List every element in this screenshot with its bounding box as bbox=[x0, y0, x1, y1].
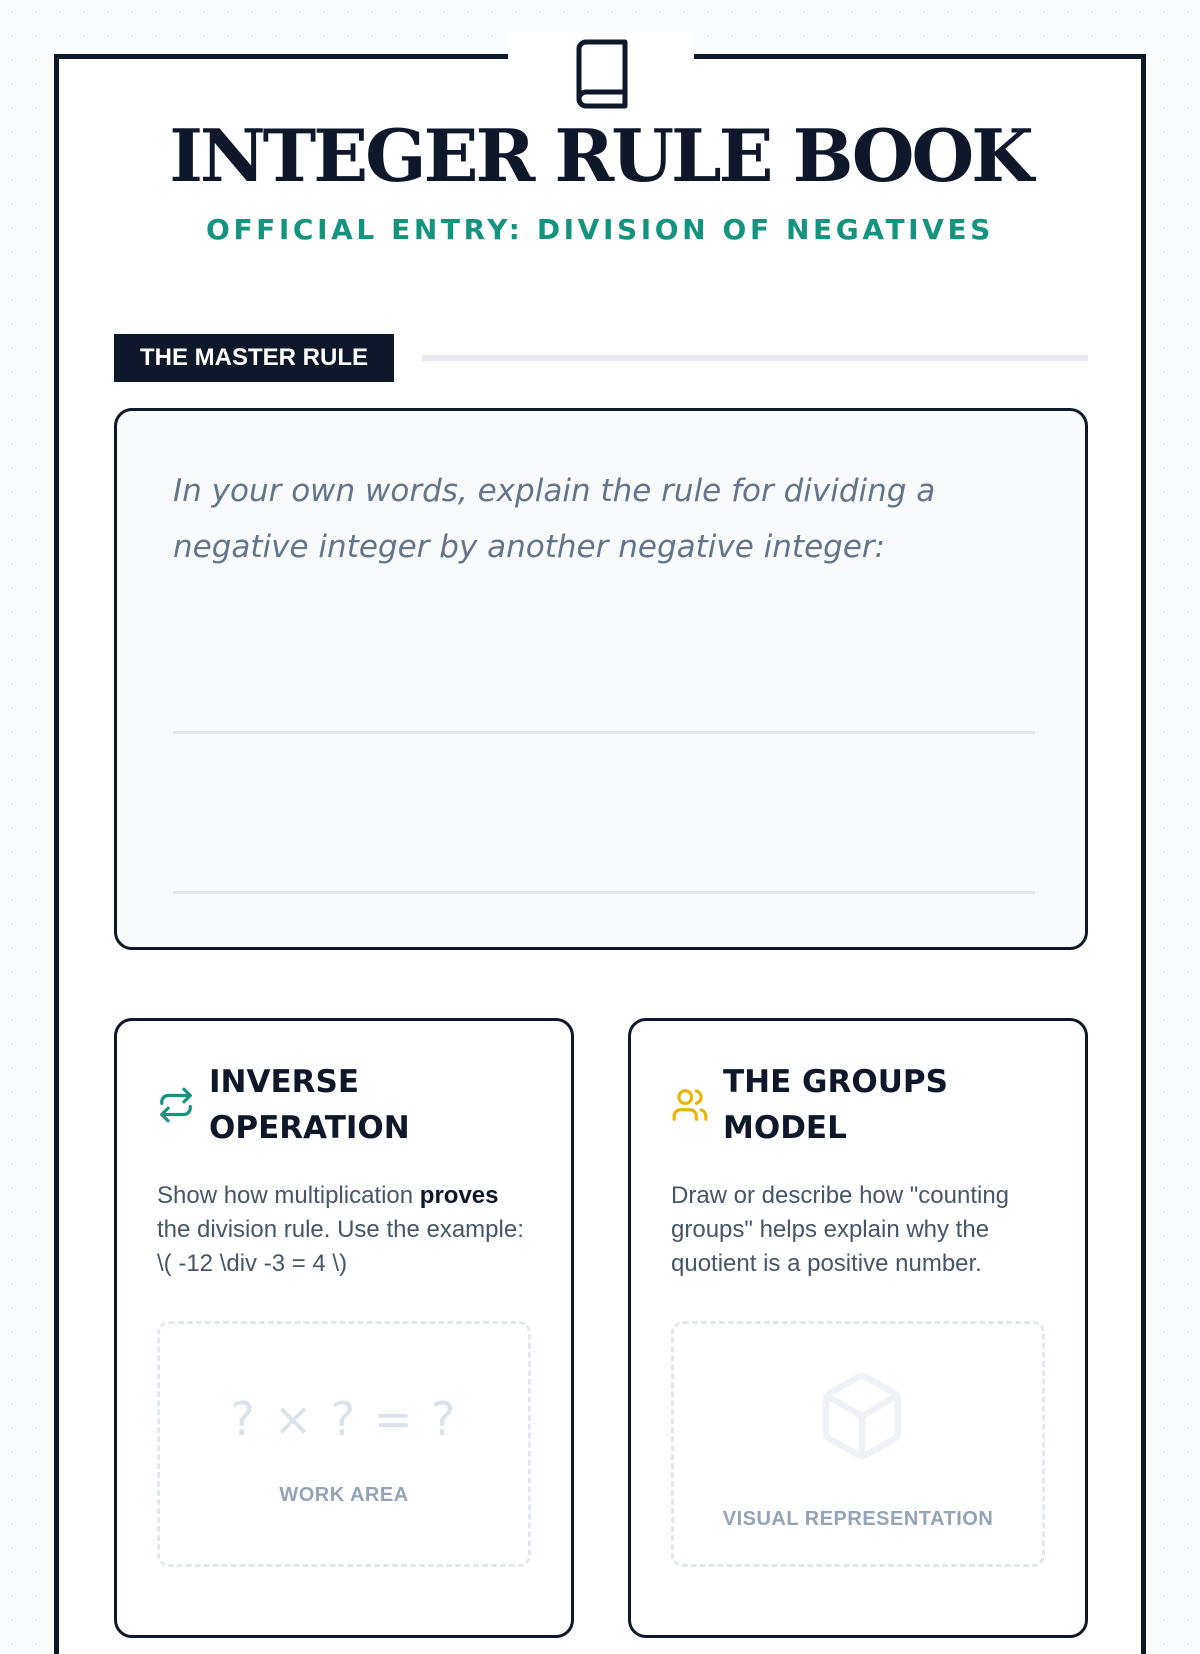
inverse-operation-card bbox=[114, 1018, 574, 1638]
master-rule-prompt: In your own words, explain the rule for dividing a negative integer by another negative integer: bbox=[173, 473, 936, 565]
work-area[interactable] bbox=[157, 1321, 531, 1567]
card-instructions: Draw or describe how "counting groups" helps explain why the quotient is a positive number. bbox=[671, 1182, 1010, 1277]
card-title: THE GROUPS MODEL bbox=[723, 1064, 948, 1146]
card-header bbox=[157, 1059, 509, 1151]
card-header bbox=[671, 1059, 1023, 1151]
answer-line bbox=[173, 731, 1035, 734]
visual-area-label: VISUAL REPRESENTATION bbox=[722, 1508, 994, 1530]
card-title: INVERSE OPERATION bbox=[209, 1064, 410, 1146]
equation-placeholder: ? × ? = ? bbox=[230, 1392, 458, 1446]
book-icon bbox=[569, 37, 633, 111]
work-area-label: WORK AREA bbox=[279, 1484, 409, 1506]
users-icon bbox=[671, 1086, 709, 1124]
section-divider bbox=[422, 355, 1088, 361]
card-instructions: Show how multiplication proves the division rule. Use the example: \( -12 \div -3 = 4 \) bbox=[157, 1182, 524, 1277]
visual-area[interactable] bbox=[671, 1321, 1045, 1567]
book-badge bbox=[508, 32, 694, 96]
cube-icon bbox=[814, 1368, 910, 1464]
groups-model-card bbox=[628, 1018, 1088, 1638]
master-rule-answer-box[interactable] bbox=[114, 408, 1088, 950]
page-title: INTEGER RULE BOOK bbox=[169, 113, 1031, 198]
repeat-arrows-icon bbox=[157, 1086, 195, 1124]
master-rule-tag: THE MASTER RULE bbox=[114, 334, 394, 382]
answer-line bbox=[173, 891, 1035, 894]
page-subtitle: OFFICIAL ENTRY: DIVISION OF NEGATIVES bbox=[206, 213, 994, 246]
master-rule-header bbox=[114, 334, 1088, 382]
